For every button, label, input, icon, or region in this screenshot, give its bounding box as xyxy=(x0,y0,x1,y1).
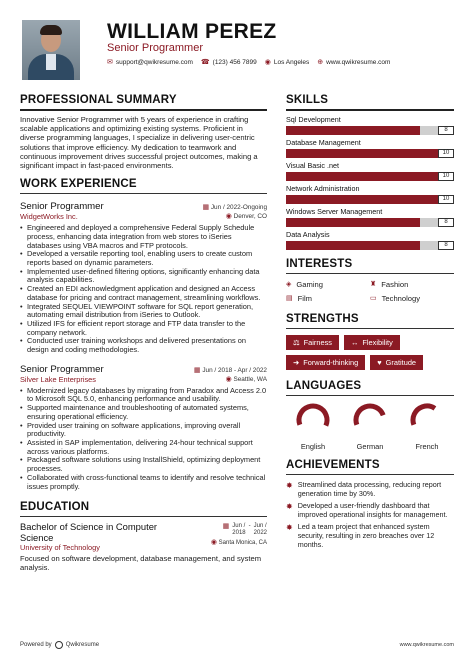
edu-end-month: Jun / xyxy=(253,523,267,530)
skill-item xyxy=(286,207,454,227)
skill-level: 8 xyxy=(438,126,454,135)
skill-bar xyxy=(286,126,454,135)
skill-label: Visual Basic .net xyxy=(286,161,340,170)
strengths-heading: STRENGTHS xyxy=(286,313,454,329)
footer-site[interactable]: www.qwikresume.com xyxy=(399,642,454,648)
powered-by-label: Powered by xyxy=(20,642,52,648)
school-name: University of Technology xyxy=(20,543,100,553)
language-item xyxy=(404,402,450,451)
candidate-role: Senior Programmer xyxy=(107,42,203,54)
profile-photo xyxy=(22,20,80,80)
job-entry-1 xyxy=(20,198,267,355)
list-item: • Created an EDI acknowledgment application and designed an Access database for pricing and contract management, streamlining workflows. xyxy=(20,285,267,302)
skill-item xyxy=(286,230,454,250)
list-item: • Provided user training on software applications, improving overall productivity. xyxy=(20,422,267,439)
laptop-icon: ▭ xyxy=(370,295,377,302)
skill-bar-fill xyxy=(286,126,420,135)
heart-icon: ♥ xyxy=(377,358,382,367)
achievements-heading: ACHIEVEMENTS xyxy=(286,459,454,475)
list-item: • Implemented user-defined filtering options, significantly enhancing data analysis capabilities. xyxy=(20,268,267,285)
list-item: • Modernized legacy databases by migrating from Paradox and Access 2.0 to Microsoft SQL 5.0, enhancing performance and usability. xyxy=(20,387,267,404)
edu-start-month: Jun / xyxy=(232,523,246,530)
location-pin-icon: ◉ xyxy=(210,539,217,547)
skill-bar xyxy=(286,241,454,250)
globe-icon: ⊕ xyxy=(317,59,324,66)
strength-tag: ⚖ Fairness xyxy=(286,335,339,350)
contact-email[interactable]: support@qwikresume.com xyxy=(115,59,193,66)
footer-branding xyxy=(20,641,99,649)
phone-icon: ☎ xyxy=(200,59,210,66)
company-name: Silver Lake Enterprises xyxy=(20,374,96,384)
qwikresume-logo-icon xyxy=(55,641,63,649)
skill-bar-fill xyxy=(286,241,420,250)
resume-header xyxy=(0,0,474,90)
location-pin-icon: ◉ xyxy=(225,213,232,221)
star-icon: ✸ xyxy=(286,481,293,490)
contact-phone: (123) 456 7899 xyxy=(212,59,257,66)
skill-label: Sql Development xyxy=(286,115,341,124)
skill-bar-fill xyxy=(286,218,420,227)
location-pin-icon: ◉ xyxy=(225,375,232,383)
skill-level: 10 xyxy=(438,195,454,204)
forward-icon: ➜ xyxy=(293,358,300,367)
list-item: • Engineered and deployed a comprehensive Federal Supply Schedule process, enhancing data integration from web stores to iSeries databases using VBA macros and FTP protocols. xyxy=(20,224,267,250)
brand-name: Qwikresume xyxy=(65,642,100,648)
job-entry-2 xyxy=(20,361,267,491)
language-item xyxy=(347,402,393,451)
list-item: ✸ Developed a user-friendly dashboard that improved operational insights for management. xyxy=(286,501,448,519)
edu-location: Santa Monica, CA xyxy=(218,540,267,547)
language-ring xyxy=(352,402,388,438)
language-item xyxy=(290,402,336,451)
language-ring xyxy=(409,402,445,438)
skill-bar xyxy=(286,149,454,158)
job-dates: Jun / 2018 - Apr / 2022 xyxy=(202,366,267,374)
list-item: • Integrated SEQUEL VIEWPOINT software for SQL report generation, automating email distribution from iSeries to Outlook. xyxy=(20,303,267,320)
skill-level: 10 xyxy=(438,172,454,181)
list-item: • Developed a versatile reporting tool, enabling users to create custom reports based on dynamic parameters. xyxy=(20,250,267,267)
right-column xyxy=(286,94,454,553)
list-item: • Supported maintenance and troubleshooting of automated systems, ensuring operational efficiency. xyxy=(20,404,267,421)
skill-level: 8 xyxy=(438,218,454,227)
skill-label: Windows Server Management xyxy=(286,207,383,216)
languages-heading: LANGUAGES xyxy=(286,380,454,396)
calendar-icon: ▦ xyxy=(202,204,210,212)
strengths-list xyxy=(286,335,454,370)
language-name: German xyxy=(356,442,384,451)
interest-item: ▭ Technology xyxy=(370,294,421,303)
strength-tag: ♥ Gratitude xyxy=(370,355,423,370)
left-column xyxy=(20,94,267,573)
gamepad-icon: ◈ xyxy=(286,281,292,288)
star-icon: ✸ xyxy=(286,502,293,512)
skills-list xyxy=(286,115,454,250)
skill-label: Data Analysis xyxy=(286,230,330,239)
location-pin-icon: ◉ xyxy=(264,59,271,66)
interest-item: ◈ Gaming xyxy=(286,280,323,289)
skill-level: 10 xyxy=(438,149,454,158)
education-entry: Bachelor of Science in Computer Science University of Technology ▦ Jun / 2018 - Jun / 2022 ◉ Santa Monica, CA xyxy=(20,521,267,553)
education-description: Focused on software development, database management, and system analysis. xyxy=(20,554,262,573)
strength-tag: ↔ Flexibility xyxy=(344,335,400,350)
hanger-icon: ♜ xyxy=(370,281,377,288)
skill-bar-fill xyxy=(286,195,454,204)
skill-bar xyxy=(286,172,454,181)
degree-title: Bachelor of Science in Computer Science xyxy=(20,521,158,544)
languages-list xyxy=(286,402,454,451)
language-name: English xyxy=(300,442,326,451)
interest-item: ♜ Fashion xyxy=(370,280,409,289)
language-ring xyxy=(295,402,331,438)
skill-level: 8 xyxy=(438,241,454,250)
list-item: • Utilized IFS for efficient report storage and FTP data transfer to the company network. xyxy=(20,320,267,337)
contact-location: Los Angeles xyxy=(273,59,310,66)
summary-text: Innovative Senior Programmer with 5 years of experience in crafting scalable applications and optimizing existing systems. Proficient in diverse programming languages, I specialize in delivering user-centric solutions that improve efficiency. My dedication to teamwork and continuous improvement drives successful project outcomes, making a significant impact in fast-paced environments. xyxy=(20,115,258,171)
contact-row xyxy=(107,59,390,66)
interests-heading: INTERESTS xyxy=(286,258,454,274)
interest-item: ▤ Film xyxy=(286,294,312,303)
skill-bar xyxy=(286,195,454,204)
skill-label: Network Administration xyxy=(286,184,360,193)
list-item: • Packaged software solutions using InstallShield, optimizing deployment processes. xyxy=(20,456,267,473)
job-location: Denver, CO xyxy=(233,213,267,221)
skill-label: Database Management xyxy=(286,138,361,147)
job-dates: Jun / 2022-Ongoing xyxy=(210,204,267,212)
skills-heading: SKILLS xyxy=(286,94,454,111)
calendar-icon: ▦ xyxy=(193,366,201,374)
experience-heading: WORK EXPERIENCE xyxy=(20,178,267,194)
education-heading: EDUCATION xyxy=(20,501,267,517)
job-title: Senior Programmer xyxy=(20,201,104,213)
star-icon: ✸ xyxy=(286,523,293,533)
list-item: ✸ Streamlined data processing, reducing report generation time by 30%. xyxy=(286,480,442,498)
calendar-icon: ▦ xyxy=(222,523,230,531)
skill-item xyxy=(286,115,454,135)
edu-start-year: 2018 xyxy=(232,530,246,537)
interests-list xyxy=(286,280,454,303)
skill-item xyxy=(286,184,454,204)
contact-website[interactable]: www.qwikresume.com xyxy=(326,59,391,66)
skill-bar-fill xyxy=(286,149,454,158)
skill-item xyxy=(286,161,454,181)
candidate-name: WILLIAM PEREZ xyxy=(107,20,277,43)
email-icon: ✉ xyxy=(107,59,113,66)
summary-heading: PROFESSIONAL SUMMARY xyxy=(20,94,267,111)
film-icon: ▤ xyxy=(286,295,293,302)
skill-bar-fill xyxy=(286,172,454,181)
skill-bar xyxy=(286,218,454,227)
job-title: Senior Programmer xyxy=(20,363,104,375)
list-item: • Conducted user training workshops and delivered presentations on design and coding methodologies. xyxy=(20,337,267,354)
list-item: ✸ Led a team project that enhanced system security, resulting in zero breaches over 12 months. xyxy=(286,522,435,549)
arrows-icon: ↔ xyxy=(350,338,359,347)
list-item: • Collaborated with cross-functional teams to identify and resolve technical issues promptly. xyxy=(20,474,267,491)
strength-tag: ➜ Forward-thinking xyxy=(286,355,365,370)
company-name: WidgetWorks Inc. xyxy=(20,212,78,222)
list-item: • Assisted in SAP implementation, delivering 24-hour technical support across various platforms. xyxy=(20,439,267,456)
edu-end-year: 2022 xyxy=(253,530,267,537)
achievements-list xyxy=(286,481,454,549)
language-name: French xyxy=(415,442,439,451)
skill-item xyxy=(286,138,454,158)
job-location: Seattle, WA xyxy=(233,375,267,383)
scale-icon: ⚖ xyxy=(293,338,300,347)
